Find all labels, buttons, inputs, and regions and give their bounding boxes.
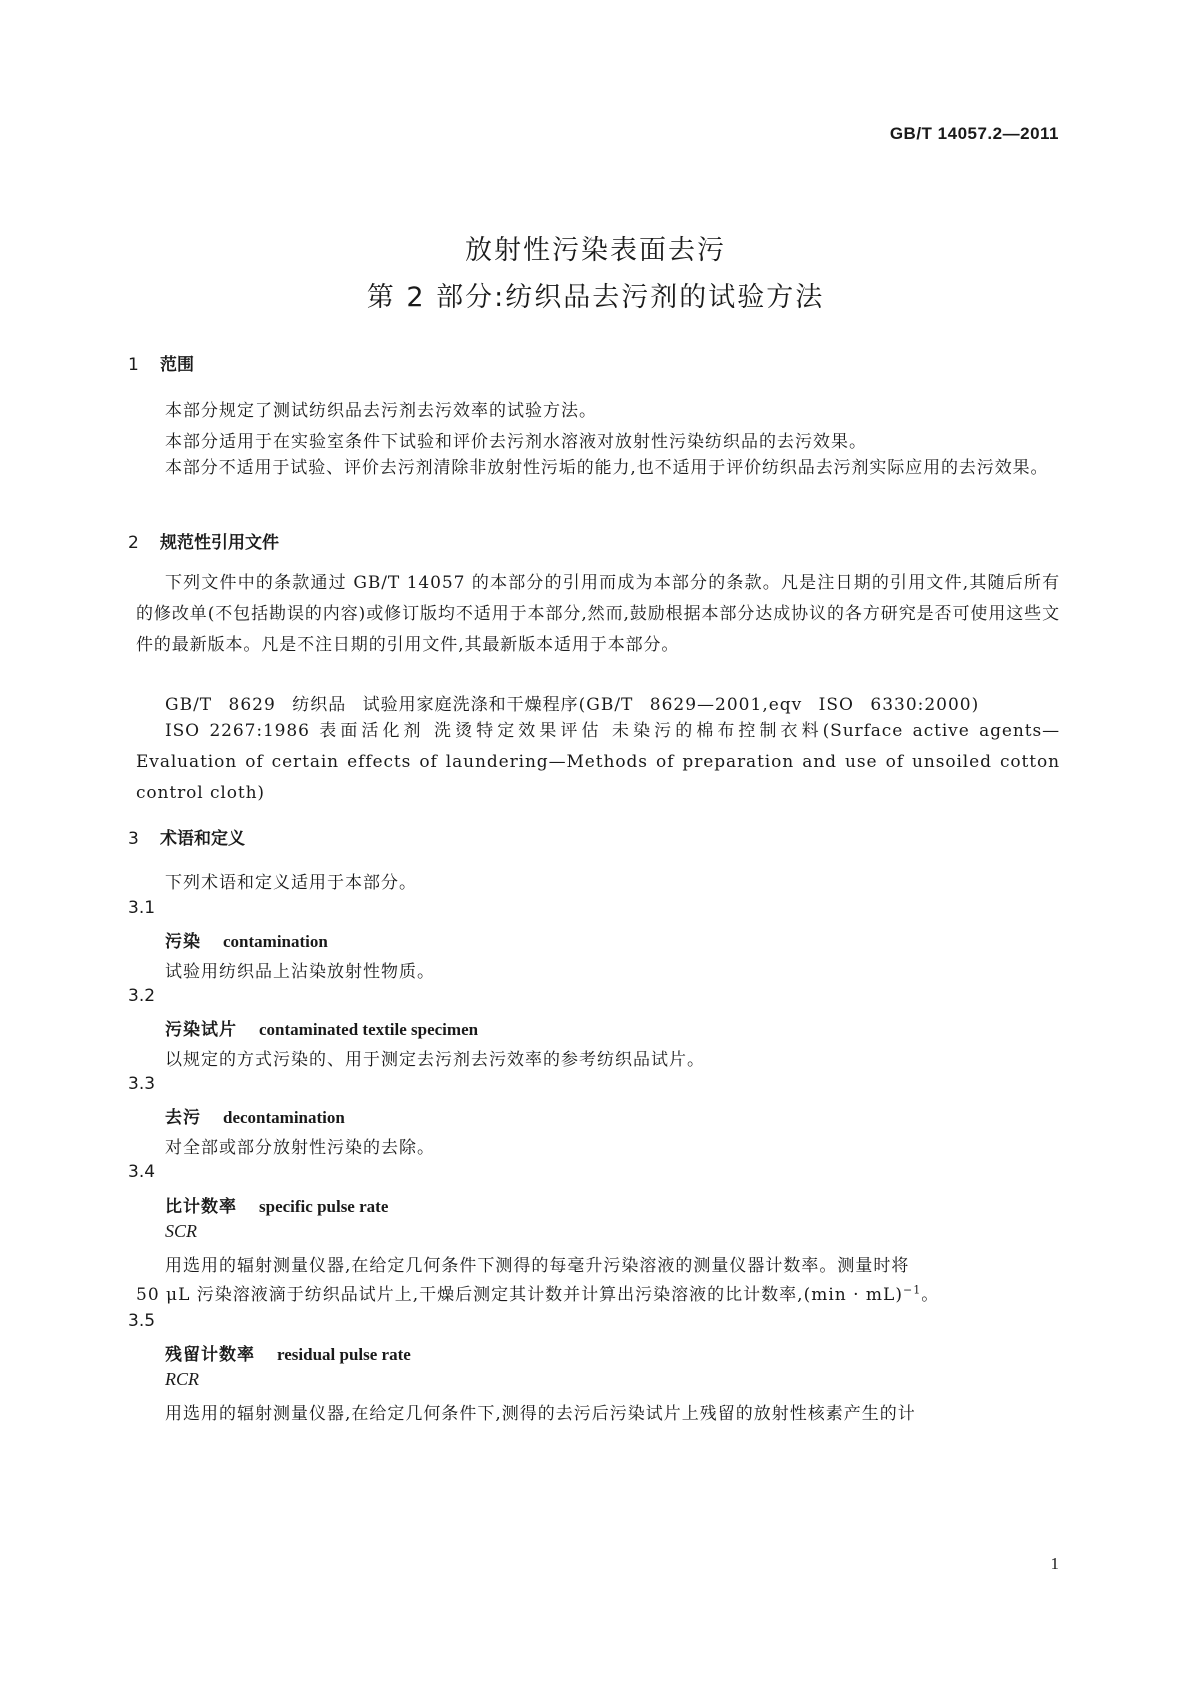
term-definition: 用选用的辐射测量仪器,在给定几何条件下,测得的去污后污染试片上残留的放射性核素产生的计 xyxy=(165,1404,916,1424)
title-line-1: 放射性污染表面去污 xyxy=(465,235,726,266)
term-chinese: 污染 xyxy=(165,932,201,952)
clause-number: 3.1 xyxy=(128,898,156,918)
section-number: 1 xyxy=(128,355,139,375)
term-chinese: 去污 xyxy=(165,1108,201,1128)
exponent: −1 xyxy=(902,1283,922,1297)
section-title: 范围 xyxy=(160,355,194,375)
term-entry xyxy=(165,1103,345,1128)
section-title: 规范性引用文件 xyxy=(160,533,279,553)
clause-number: 3.2 xyxy=(128,986,156,1006)
term-entry xyxy=(165,927,328,952)
term-definition: 试验用纺织品上沾染放射性物质。 xyxy=(165,962,435,982)
term-chinese: 比计数率 xyxy=(165,1197,237,1217)
definition-text: 50 μL 污染溶液滴于纺织品试片上,干燥后测定其计数并计算出污染溶液的比计数率,(min · mL) xyxy=(136,1285,903,1305)
term-definition-continued xyxy=(136,1280,939,1305)
paragraph xyxy=(136,568,1060,661)
normative-reference: GB/T 8629 纺织品 试验用家庭洗涤和干燥程序(GB/T 8629—2001,eqv ISO 6330:2000) xyxy=(165,695,980,715)
paragraph: 本部分适用于在实验室条件下试验和评价去污剂水溶液对放射性污染纺织品的去污效果。 xyxy=(165,432,867,452)
paragraph-text: 下列文件中的条款通过 GB/T 14057 的本部分的引用而成为本部分的条款。凡是注日期的引用文件,其随后所有的修改单(不包括勘误的内容)或修订版均不适用于本部分,然而,鼓励根据本部分达成协议的各方研究是否可使用这些文件的最新版本。凡是不注日期的引用文件,其最新版本适用于本部分。 xyxy=(136,573,1060,655)
term-english: contaminated textile specimen xyxy=(259,1020,479,1039)
term-english: specific pulse rate xyxy=(259,1197,389,1216)
title-line-2: 第 2 部分:纺织品去污剂的试验方法 xyxy=(366,282,825,313)
term-definition: 用选用的辐射测量仪器,在给定几何条件下测得的每毫升污染溶液的测量仪器计数率。测量时将 xyxy=(165,1256,910,1276)
section-number: 3 xyxy=(128,829,139,849)
paragraph xyxy=(136,453,1060,484)
term-chinese: 污染试片 xyxy=(165,1020,237,1040)
term-entry xyxy=(165,1015,478,1040)
paragraph: 本部分规定了测试纺织品去污剂去污效率的试验方法。 xyxy=(165,401,597,421)
clause-number: 3.3 xyxy=(128,1074,156,1094)
term-entry xyxy=(165,1340,411,1365)
paragraph: 下列术语和定义适用于本部分。 xyxy=(165,873,417,893)
term-abbreviation: SCR xyxy=(165,1221,198,1241)
clause-number: 3.4 xyxy=(128,1162,156,1182)
term-english: residual pulse rate xyxy=(277,1345,411,1364)
section-title: 术语和定义 xyxy=(160,829,245,849)
section-3-heading xyxy=(128,824,245,849)
term-definition: 以规定的方式污染的、用于测定去污剂去污效率的参考纺织品试片。 xyxy=(165,1050,705,1070)
term-definition: 对全部或部分放射性污染的去除。 xyxy=(165,1138,435,1158)
term-chinese: 残留计数率 xyxy=(165,1345,255,1365)
term-english: contamination xyxy=(223,932,328,951)
reference-text: ISO 2267:1986 表面活化剂 洗烫特定效果评估 未染污的棉布控制衣料(Surface active agents—Evaluation of certain effects of laundering—Methods of preparation and use of unsoiled cotton control cloth) xyxy=(136,721,1060,803)
term-english: decontamination xyxy=(223,1108,345,1127)
clause-number: 3.5 xyxy=(128,1311,156,1331)
term-abbreviation: RCR xyxy=(165,1369,199,1389)
section-1-heading xyxy=(128,350,194,375)
paragraph-text: 本部分不适用于试验、评价去污剂清除非放射性污垢的能力,也不适用于评价纺织品去污剂实际应用的去污效果。 xyxy=(165,458,1049,478)
definition-end: 。 xyxy=(921,1285,940,1305)
normative-reference xyxy=(136,716,1060,809)
section-number: 2 xyxy=(128,533,139,553)
section-2-heading xyxy=(128,528,279,553)
page-number: 1 xyxy=(1050,1554,1059,1573)
term-entry xyxy=(165,1192,388,1217)
standard-code: GB/T 14057.2—2011 xyxy=(889,124,1059,143)
